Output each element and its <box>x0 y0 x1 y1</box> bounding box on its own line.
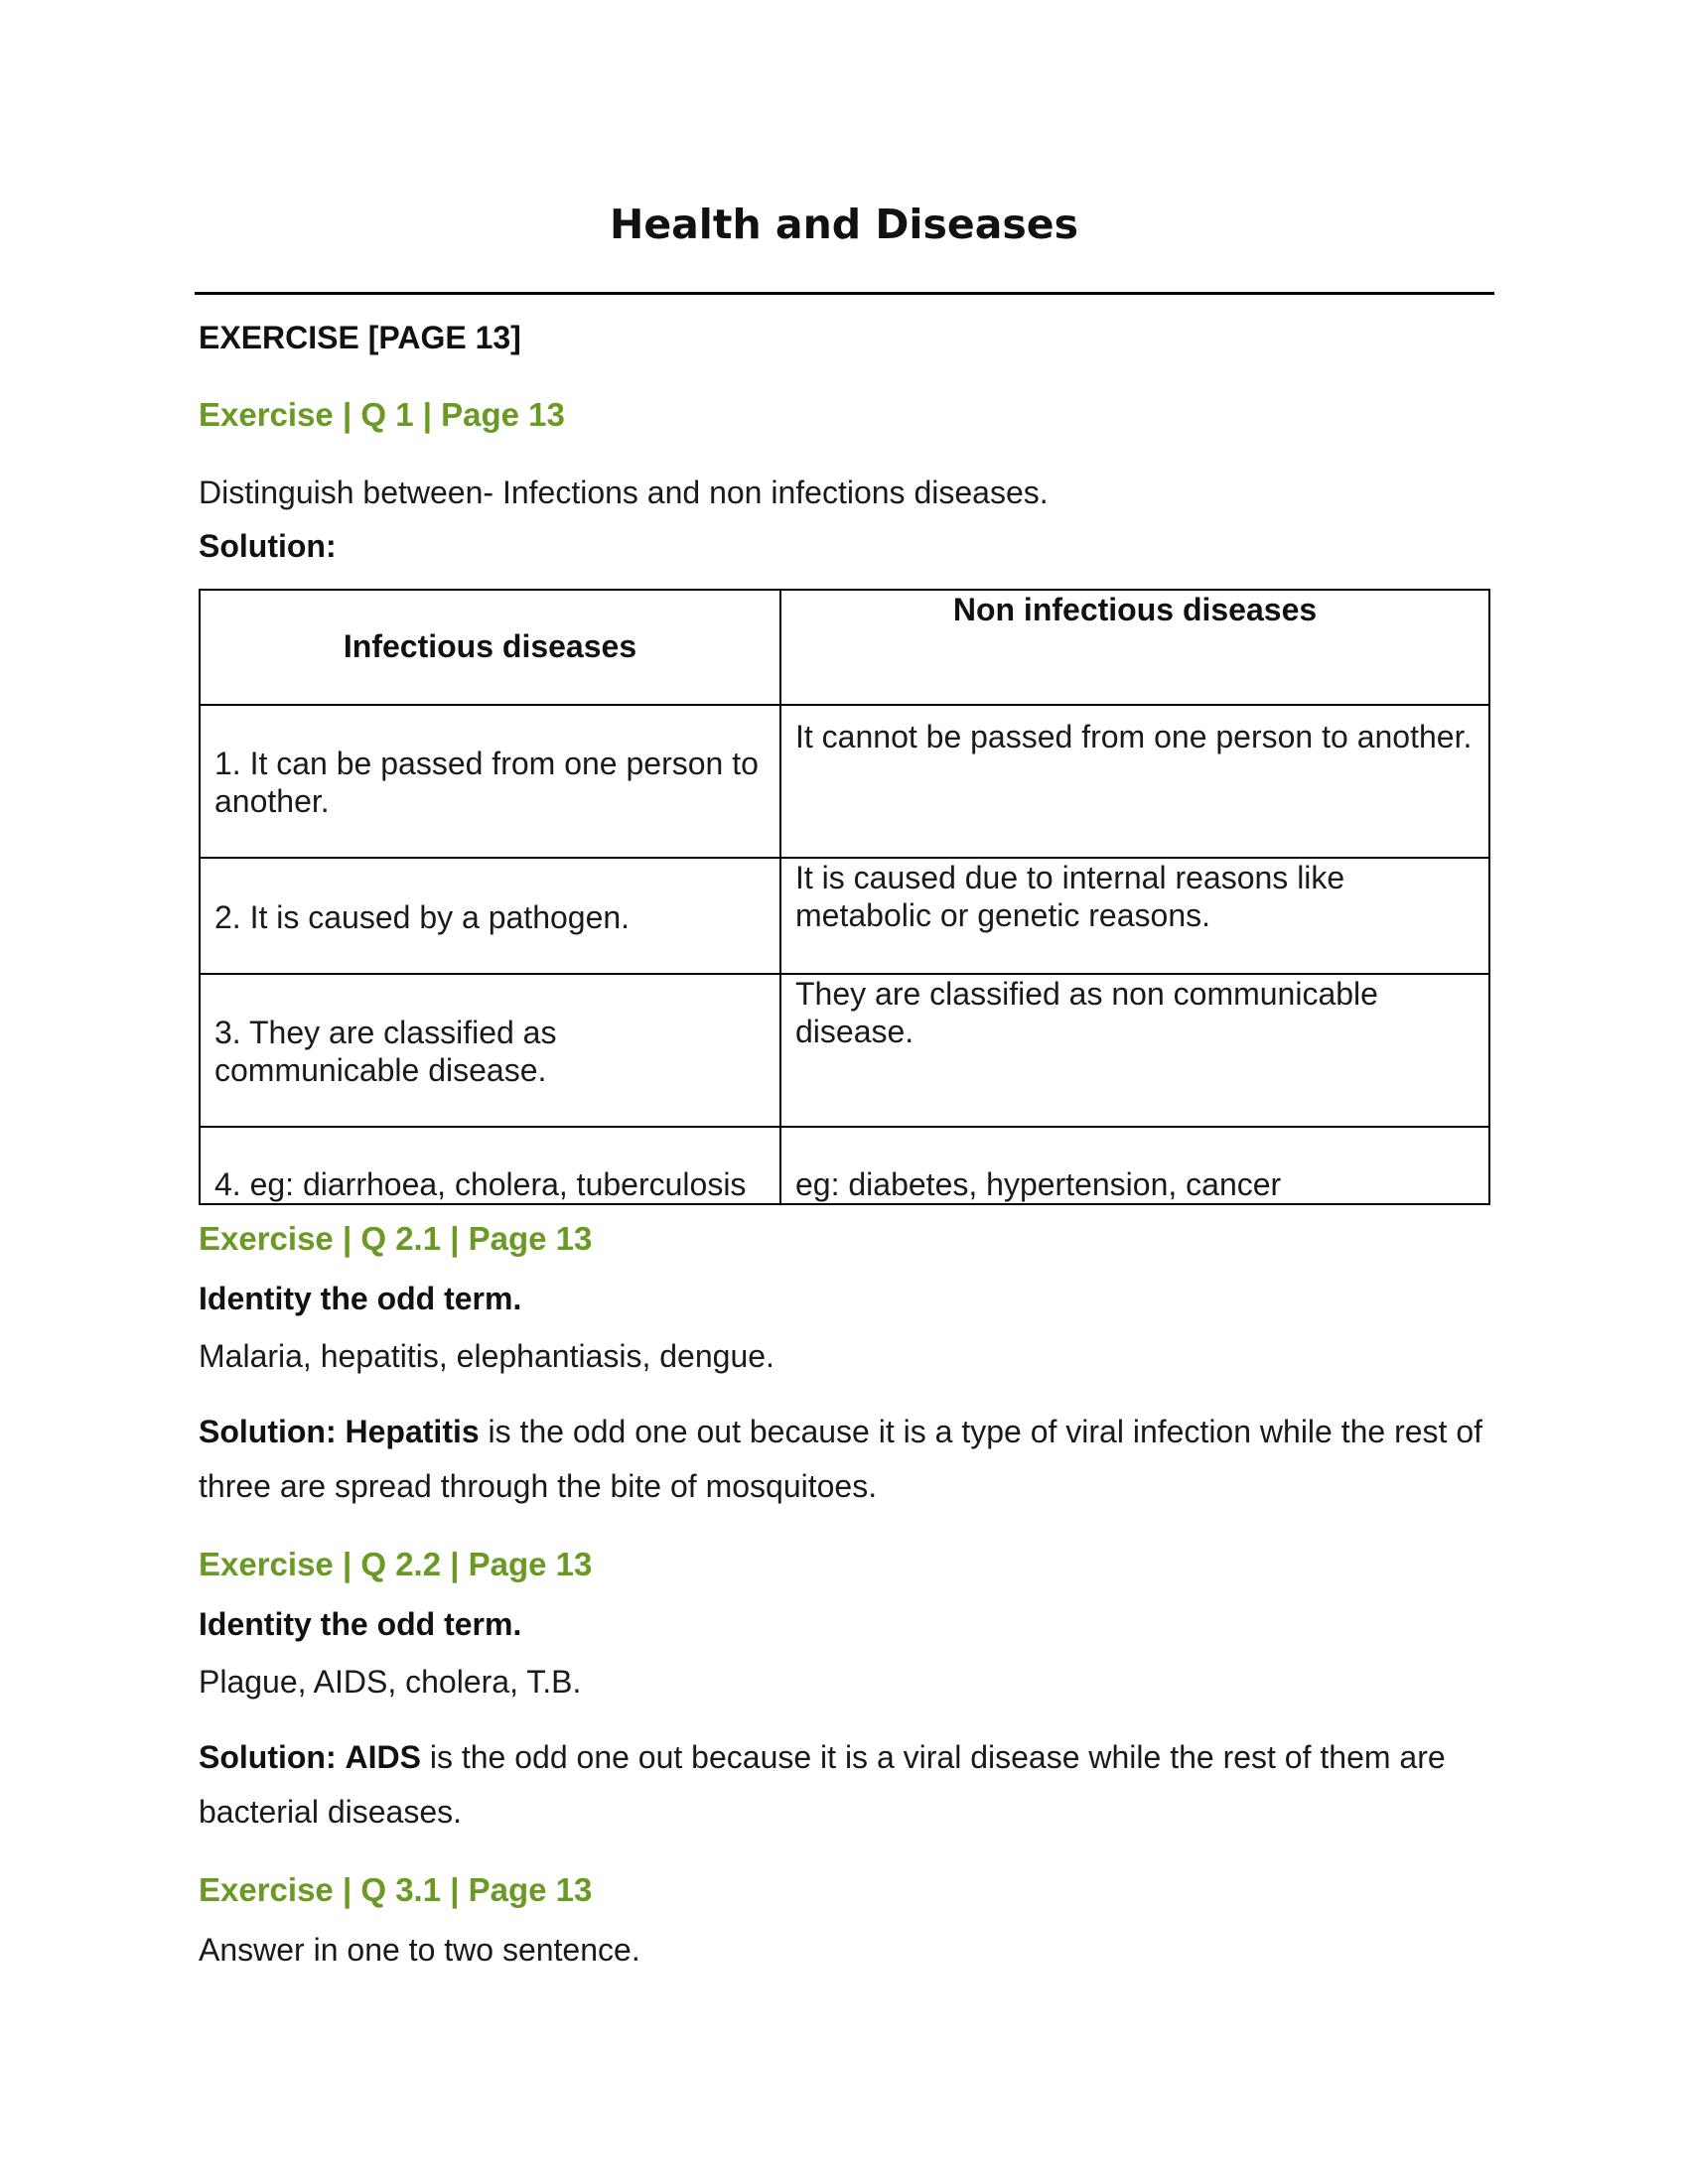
table-row <box>200 705 1489 858</box>
q2-1-solution-label: Solution: <box>199 1414 337 1449</box>
q2-1-instruction: Identity the odd term. <box>199 1281 522 1316</box>
q2-2-heading: Exercise | Q 2.2 | Page 13 <box>199 1546 593 1582</box>
comparison-table <box>199 589 1490 1205</box>
q3-1-heading: Exercise | Q 3.1 | Page 13 <box>199 1871 593 1908</box>
table-cell: 2. It is caused by a pathogen. <box>200 858 780 973</box>
q2-2-instruction: Identity the odd term. <box>199 1606 522 1642</box>
table-cell: eg: diabetes, hypertension, cancer <box>780 1127 1489 1204</box>
table-cell: 4. eg: diarrhoea, cholera, tuberculosis <box>200 1127 780 1204</box>
section-heading: EXERCISE [PAGE 13] <box>199 320 521 355</box>
q2-1-solution-term: Hepatitis <box>345 1414 480 1449</box>
q2-2-solution-term: AIDS <box>345 1739 421 1775</box>
table-row <box>200 858 1489 973</box>
table-header-row <box>200 590 1489 705</box>
title-divider <box>195 292 1494 295</box>
q2-2-solution-label: Solution: <box>199 1739 337 1775</box>
table-header-cell: Non infectious diseases <box>780 590 1489 705</box>
q1-heading: Exercise | Q 1 | Page 13 <box>199 396 565 433</box>
table-cell: It is caused due to internal reasons like metabolic or genetic reasons. <box>780 858 1489 973</box>
table-row <box>200 1127 1489 1204</box>
q2-2-solution-text: is the odd one out because it is a viral disease while the rest of them are bacterial diseases. <box>199 1739 1446 1830</box>
q2-2-solution <box>199 1730 1499 1840</box>
q1-solution-label: Solution: <box>199 528 337 564</box>
q1-question: Distinguish between- Infections and non infections diseases. <box>199 475 1049 510</box>
q3-1-instruction: Answer in one to two sentence. <box>199 1932 640 1968</box>
page-title: Health and Diseases <box>610 201 1078 248</box>
q2-1-solution <box>199 1405 1499 1514</box>
q2-1-solution-text: is the odd one out because it is a type of viral infection while the rest of three are spread through the bite of mosquitoes. <box>199 1414 1483 1504</box>
q2-2-terms: Plague, AIDS, cholera, T.B. <box>199 1664 582 1700</box>
table-header-cell: Infectious diseases <box>200 590 780 705</box>
table-cell: 3. They are classified as communicable disease. <box>200 974 780 1127</box>
table-row <box>200 974 1489 1127</box>
table-cell: They are classified as non communicable disease. <box>780 974 1489 1127</box>
q2-1-terms: Malaria, hepatitis, elephantiasis, dengue. <box>199 1338 774 1374</box>
table-cell: 1. It can be passed from one person to another. <box>200 705 780 858</box>
q2-1-heading: Exercise | Q 2.1 | Page 13 <box>199 1220 593 1257</box>
table-cell: It cannot be passed from one person to another. <box>780 705 1489 858</box>
